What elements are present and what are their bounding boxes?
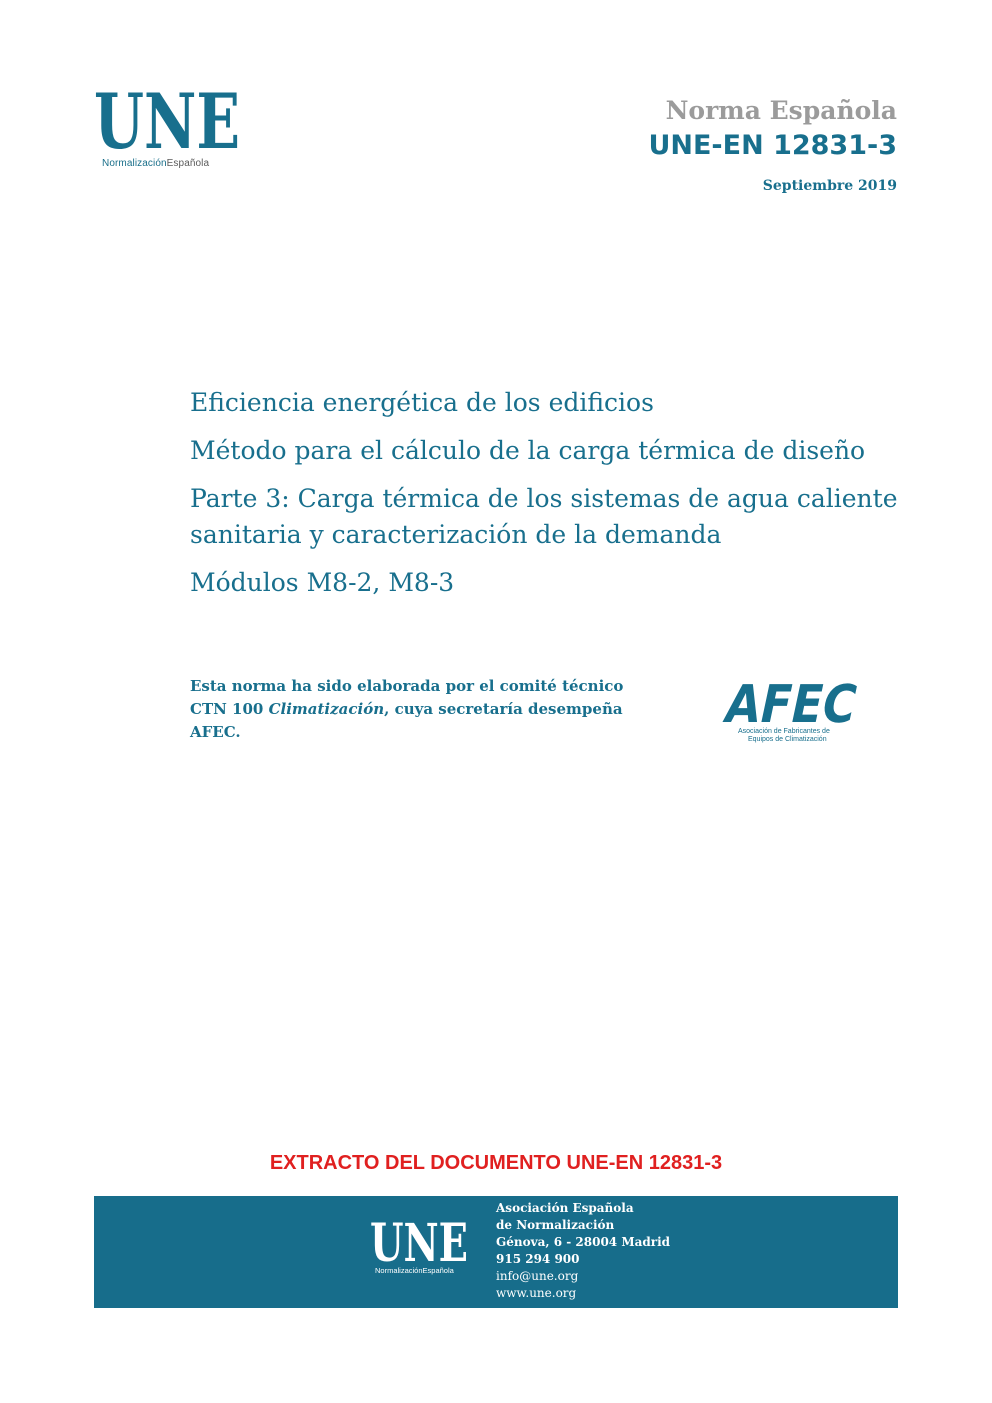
norma-label: Norma Española [665,96,897,125]
une-logo [94,88,244,178]
une-logo-text: UNE [94,88,240,152]
title-line-1: Eficiencia energética de los edificios [190,388,654,417]
footer-address: Génova, 6 - 28004 Madrid [496,1235,671,1249]
footer-org-line-1: Asociación Española [496,1201,634,1215]
footer-logo-tagline [375,1266,454,1275]
title-line-3a: Parte 3: Carga térmica de los sistemas de agua caliente [190,484,898,513]
title-line-3b: sanitaria y caracterización de la demanda [190,520,722,549]
une-logo-tagline-part1: Normalización [102,158,167,169]
footer-une-logo [370,1218,470,1280]
afec-logo [718,676,863,746]
footer-logo-tagline-part2: Española [422,1266,454,1275]
title-line-3 [190,481,910,553]
publication-date: Septiembre 2019 [762,178,897,194]
footer-org-line-2: de Normalización [496,1218,615,1232]
extract-banner: EXTRACTO DEL DOCUMENTO UNE-EN 12831-3 [269,1152,723,1174]
une-logo-tagline-part2: Española [166,158,210,169]
footer-logo-tagline-part1: Normalización [375,1266,423,1275]
committee-text-1: Esta norma ha sido elaborada por el comité técnico CTN 100 [190,677,624,718]
committee-text-2: , cuya secretaría desempeña AFEC. [190,700,623,741]
footer-logo-text: UNE [370,1218,468,1264]
title-line-4: Módulos M8-2, M8-3 [190,568,455,597]
footer-contact-info [496,1200,670,1302]
afec-logo-text: AFEC [719,676,863,735]
afec-logo-graphic [718,676,863,746]
norma-code: UNE-EN 12831-3 [648,130,897,161]
une-logo-tagline [102,158,209,169]
footer-logo-letters [370,1218,470,1264]
committee-statement [190,675,640,744]
footer-phone: 915 294 900 [496,1252,580,1266]
committee-name: Climatización [268,700,385,718]
document-title [190,385,910,613]
une-logo-letters [94,88,244,152]
afec-logo-sub-2: Equipos de Climatización [748,736,827,743]
title-line-2: Método para el cálculo de la carga térmica de diseño [190,436,866,465]
footer-email[interactable]: info@une.org [496,1269,579,1283]
afec-logo-sub-1: Asociación de Fabricantes de [738,728,830,735]
footer-web[interactable]: www.une.org [496,1286,577,1300]
